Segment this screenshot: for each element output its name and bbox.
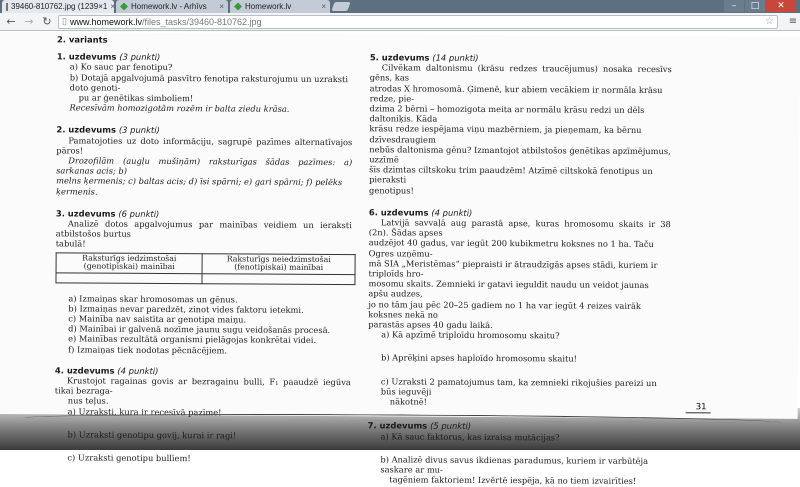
table-cell-nonhereditary [202,273,355,284]
task-6-line-1: Latvijā savvaļā aug parastā apse, kuras hromosomu skaits ir 38 (2n). Šādas apses [368,217,671,238]
task-7-b: b) Analizē divus savus ikdienas paradumus, kuriem ir varbūtēja saskare ar mu- [380,454,649,475]
task-5-line-4: krāsu redze iespējama viņu mazbērniem, ja pieņemam, ka bērnu dzīvesdraugiem [369,123,642,145]
task-2-traits: Drozofilām (augļu mušiņām) raksturīgas šādas pazīmes: a) sarkanas acis; b) [56,155,353,177]
window-controls [724,0,796,12]
task-1-a: a) Ko sauc par fenotipu? [69,61,173,73]
task-5-heading: 5. uzdevums (14 punkti) [369,52,479,63]
task-5-line-5: nebūs daltonisma gēnu? Izmantojot atbilstošos ģenētikas apzīmējumus, uzzīmē [369,144,671,165]
browser-toolbar [0,13,800,31]
task-3-item-d: d) Mainībai ir galvenā nozīme jaunu sugu veidošanās procesā. [68,323,331,336]
task-3-item-c: c) Mainība nav saistīta ar genotipa maiņu. [68,313,247,325]
task-5-line-6: šīs dzimtas ciltskoku trim paaudzēm! Atzīmē ciltskokā fenotipus un pieraksti [369,164,653,185]
close-tab-icon[interactable]: × [110,2,115,11]
task-3-item-b: b) Izmaiņas nevar paredzēt, zinot vides faktoru ietekmi. [68,303,304,315]
task-5-line-1: Cilvēkam daltonismu (krāsu redzes traucējumus) nosaka recesīvs gēns, kas [369,62,672,83]
homework-logo-icon [120,3,128,11]
task-6-b: b) Aprēķini apses haploīdo hromosomu skaitu! [380,352,578,365]
document-icon [6,3,8,11]
tab-homework-arhivs[interactable] [116,0,228,13]
menu-icon[interactable]: ≡ [788,16,798,27]
task-6-line-3: mā SIA „Meristēmas” piepraisti ir ātraudzīgās apses stādi, kuriem ir triploīds hro- [368,258,658,279]
task-4-a: a) Uzraksti, kura ir recesīvā pazīme! [67,406,222,418]
task-6-line-6: parastās apses 40 gadu laikā. [368,319,493,331]
image-viewport [0,32,800,487]
task-6-line-4: mosomu skaits. Zemnieki ir gatavi ieguldīt naudu un veidot jaunas apšu audzes, [368,278,649,300]
table-cell-hereditary [56,273,202,284]
new-tab-button[interactable] [331,2,350,11]
url-path: /files_tasks/39460-810762.jpg [141,16,262,27]
task-3-heading: 3. uzdevums (6 punkti) [55,208,160,219]
task-4-b: b) Uzraksti genotipu govij, kurai ir ragi! [67,429,237,441]
bookmark-star-icon[interactable]: ☆ [765,16,774,27]
task-5-line-2: atrodas X hromosomā. Ģimenē, kur abiem vecākiem ir normāla krāsu redze, pie- [369,82,663,104]
left-column [54,34,353,464]
task-6-line-5: jo no tām jau pēc 20–25 gadiem no 1 ha var iegūt 4 reizes vairāk koksnes nekā no [368,298,641,320]
task-6-heading: 6. uzdevums (4 punkti) [368,207,473,218]
tab-title: Homework.lv [245,2,292,11]
task-4-text: Krustojot ragainas govis ar bezragainu bulli, F₁ paaudzē iegūva tikai bezraga- [54,375,351,396]
task-6-line-2: audzējot 40 gadus, var iegūt 200 kubikmetru koksnes no 1 ha. Taču Ogres uzņēmu- [368,237,654,259]
task-5-line-7: genotipus! [369,184,414,196]
task-6-c-cont: nākotnē! [389,396,428,407]
task-6-c: c) Uzraksti 2 pamatojumus tam, ka zemnieki rikojušies pareizi un būs ieguvēji [380,376,657,397]
task-3-text-cont: tabulā! [55,238,86,249]
task-3-item-f: f) Izmaiņas tiek nodotas pēcnācējiem. [68,344,228,356]
task-1-heading: 1. uzdevums (3 punkti) [56,51,161,63]
task-2-traits-cont: melns ķermenis; c) baltas acis; d) īsi spārni; e) gari spārni; f) pelēks ķermenis. [55,175,343,197]
reload-icon[interactable]: ↻ [42,15,52,28]
task-2-heading: 2. uzdevums (3 punkti) [56,124,160,136]
tab-homework[interactable] [230,0,330,13]
url-host: www.homework.lv [69,16,142,27]
page-icon: ▯ [62,16,67,26]
tab-title: 39460-810762.jpg (1239×1 [11,2,108,11]
address-bar[interactable] [58,15,778,29]
task-5-line-3: dzima 2 bērni – homozigota meita ar normālu krāsu redzi un dēls daltoniķis. Kāda [369,103,645,124]
close-tab-icon[interactable]: × [219,2,224,11]
task-1-statement: Recesīvām homozigotām rozēm ir balta ziedu krāsa. [69,102,290,114]
close-tab-icon[interactable]: × [321,2,326,11]
task-1-b: b) Dotajā apgalvojumā pasvītro fenotipa raksturojumu un uzraksti doto genoti- [69,72,349,93]
tab-image[interactable] [2,0,114,13]
task-3-text: Analizē dotos apgalvojumus par mainības veidiem un ieraksti atbilstošos burtus [55,218,352,240]
task-4-text-cont: nus teļus. [67,395,109,407]
task-1-b-cont: pu ar ģenētikas simboliem! [78,92,194,104]
page-number: 31 [686,402,711,413]
table-header-nonhereditary: Raksturīgs neiedzimstošai (fenotipiskai) mainībai [202,253,355,274]
task-7-heading: 7. uzdevums (5 punkti) [367,420,472,432]
variant-heading: 2. variants [56,34,108,45]
minimize-icon[interactable]: – [724,0,744,12]
tab-title: Homework.lv - Arhīvs [131,2,207,11]
tab-strip [0,0,800,13]
variability-table [55,252,355,285]
task-7-b-cont: tagēniem faktoriem! Izvērtē iespēja, kā no tiem izvairīties! [389,474,637,487]
scanned-page [0,32,800,487]
task-3-item-a: a) Izmaiņas skar hromosomas un gēnus. [68,293,238,305]
task-2-text: Pamatojoties uz doto informāciju, sagrupē pazīmes alternatīvajos pāros! [56,135,353,156]
task-4-c: c) Uzraksti genotipu bullīem! [67,452,191,464]
table-header-hereditary: Raksturīgs iedzimstošai (genotipiskai) mainībai [56,253,202,274]
task-4-heading: 4. uzdevums (4 punkti) [54,365,159,376]
close-window-icon[interactable]: ✕ [766,0,796,12]
homework-logo-icon [234,3,242,11]
task-7-a: a) Kā sauc faktorus, kas izraisa mutācijas? [380,430,560,442]
task-6-a: a) Kā apzīmē triploīdu hromosomu skaitu? [381,329,560,341]
back-icon[interactable]: ← [6,15,16,28]
task-3-item-e: e) Mainības rezultātā organismi pielāgojas konkrētai videi. [68,333,317,346]
forward-icon[interactable]: → [24,15,34,28]
maximize-icon[interactable]: □ [745,0,765,12]
